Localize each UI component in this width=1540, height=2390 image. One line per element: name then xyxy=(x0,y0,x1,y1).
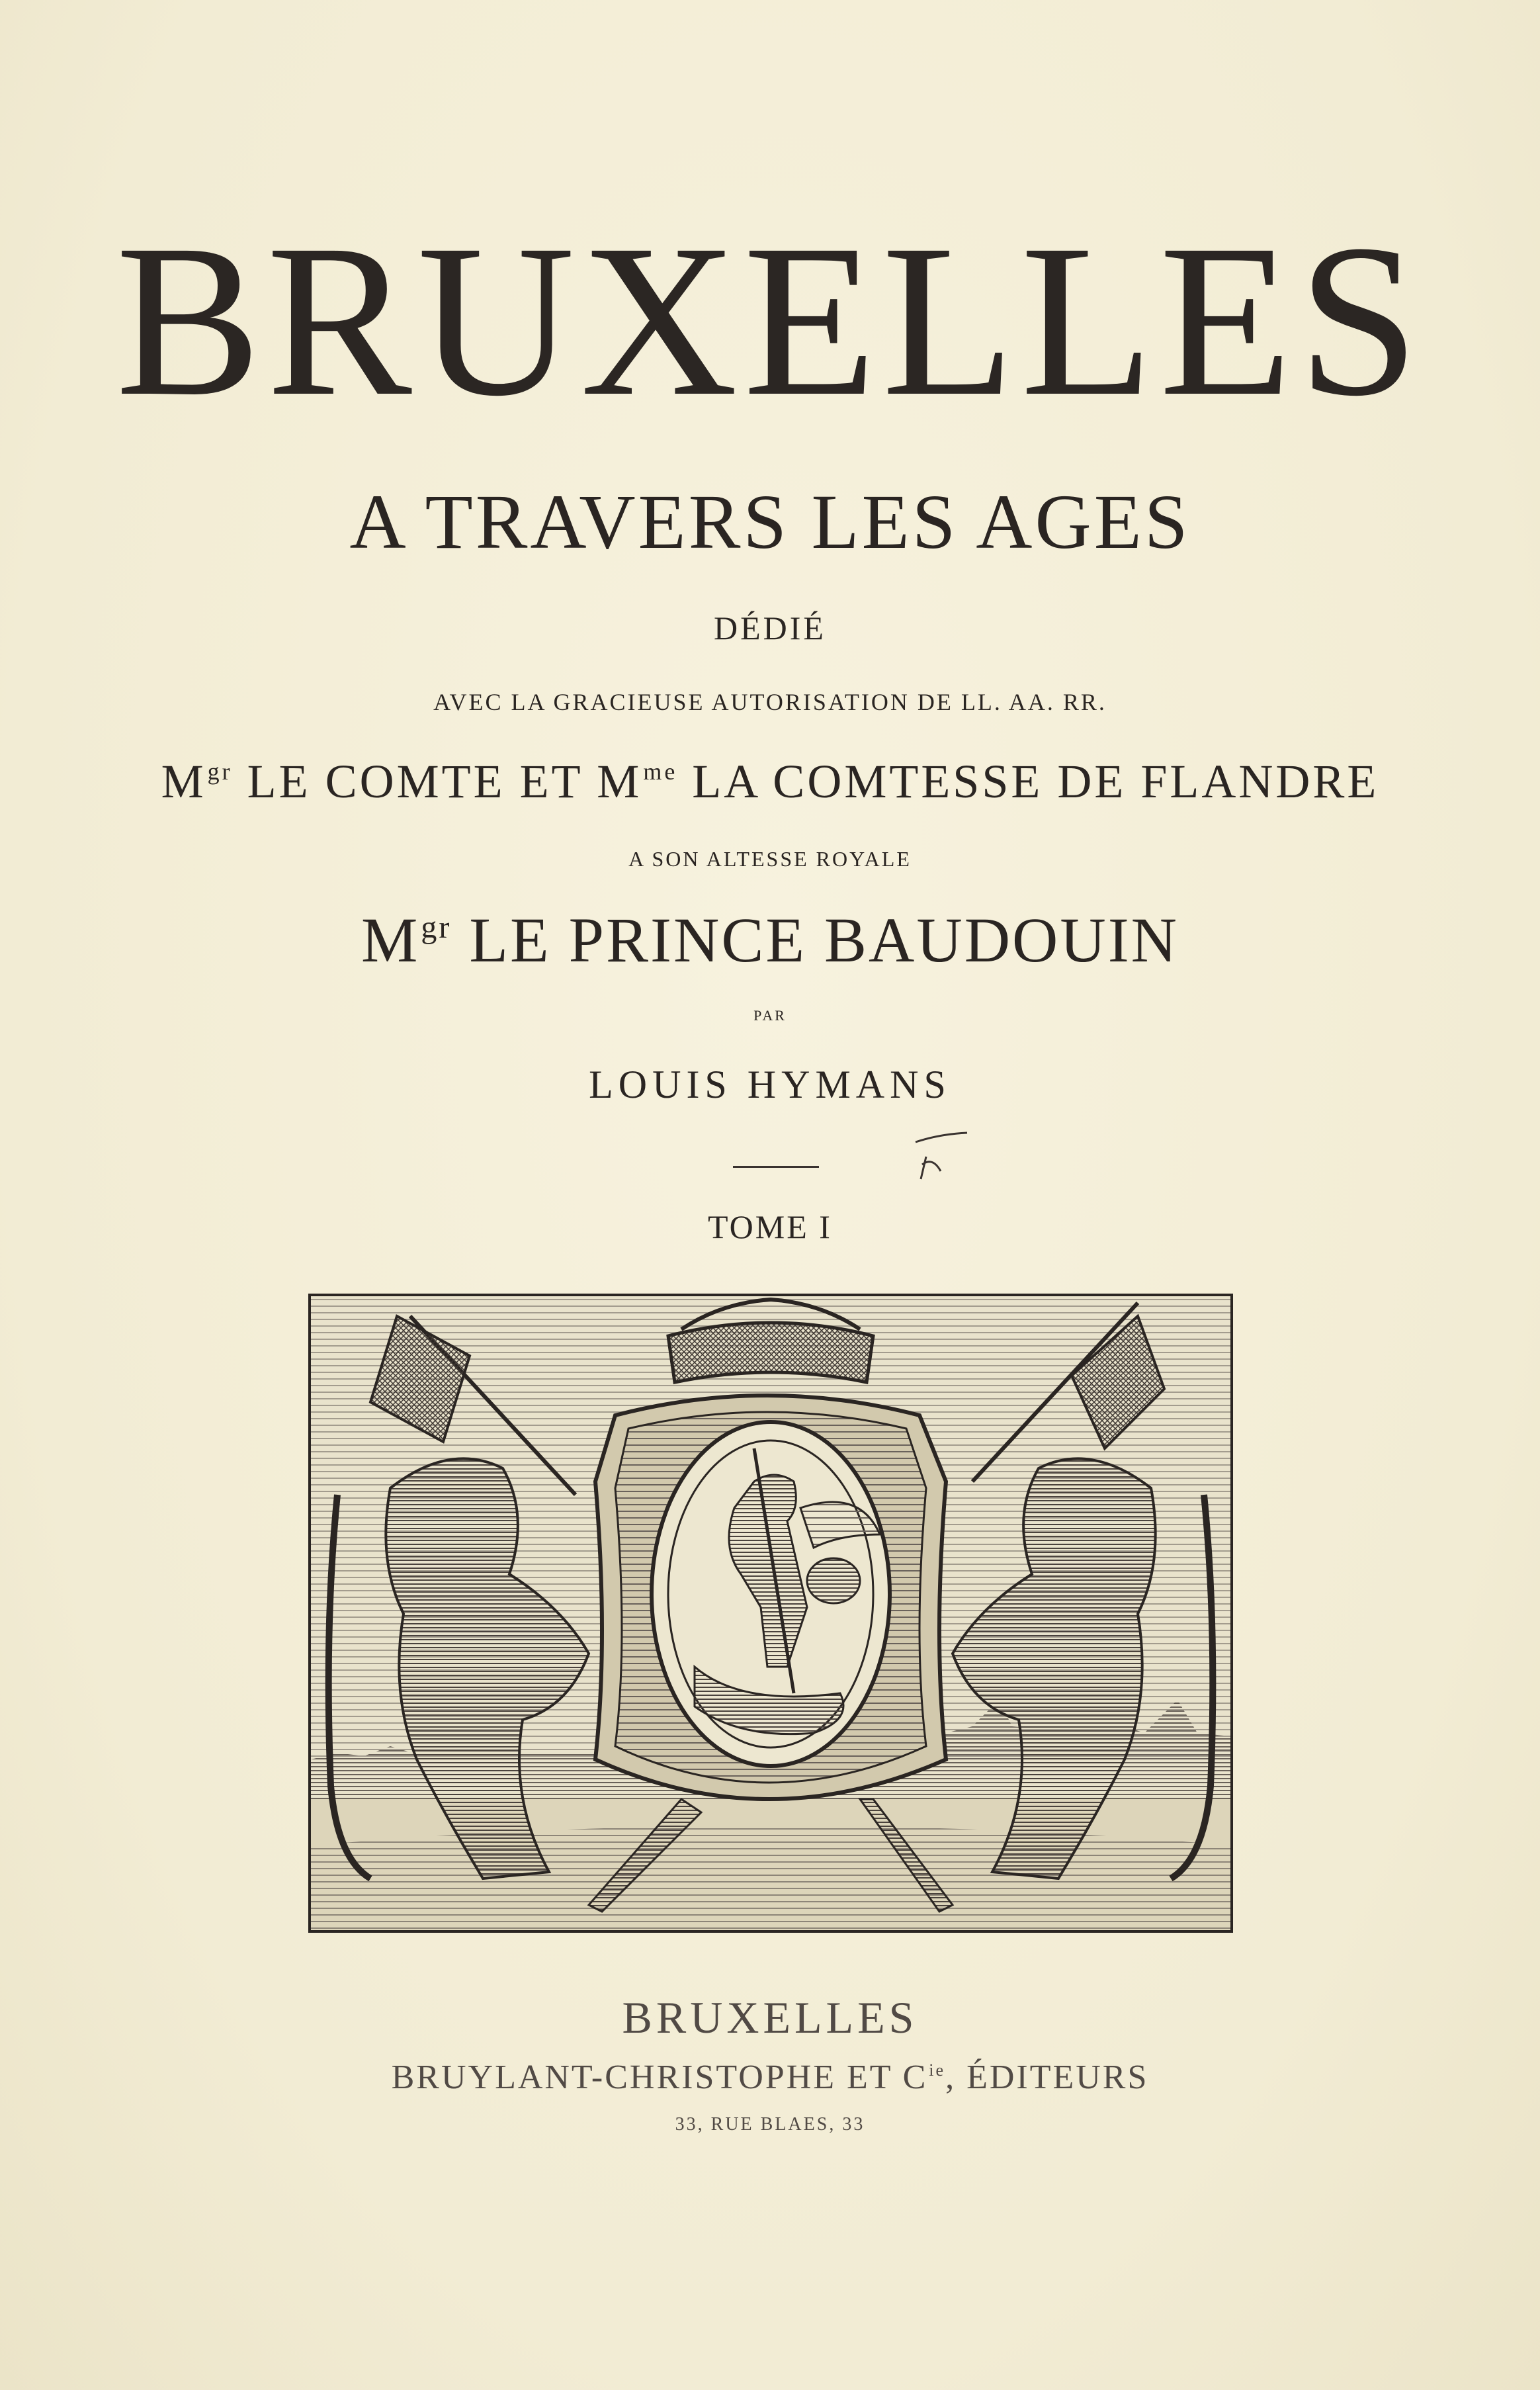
prince-rest: LE PRINCE BAUDOUIN xyxy=(451,905,1179,975)
volume-label: TOME I xyxy=(708,1208,832,1245)
publisher-city: BRUXELLES xyxy=(622,1992,918,2043)
comtesse-m-sup: me xyxy=(643,758,678,785)
comte-part2: LA COMTESSE DE FLANDRE xyxy=(677,755,1379,808)
dedication-heading: DÉDIÉ xyxy=(714,609,826,646)
dedication-authorization: AVEC LA GRACIEUSE AUTORISATION DE LL. AA. RR. xyxy=(433,689,1107,715)
prince-m-sup: gr xyxy=(421,910,452,945)
publisher-name-before: BRUYLANT-CHRISTOPHE ET C xyxy=(391,2058,928,2096)
by-label: PAR xyxy=(753,1007,787,1024)
publisher-name xyxy=(0,2058,1540,2097)
pencil-mark xyxy=(906,1125,986,1191)
author-name: LOUIS HYMANS xyxy=(589,1063,951,1106)
divider-rule xyxy=(733,1166,819,1168)
book-subtitle: A TRAVERS LES AGES xyxy=(349,478,1191,565)
coat-of-arms-engraving xyxy=(308,1294,1233,1933)
comte-m: M xyxy=(161,755,206,808)
comte-part1: LE COMTE ET M xyxy=(232,755,642,808)
book-title: BRUXELLES xyxy=(115,200,1425,441)
comte-m-sup: gr xyxy=(207,758,233,785)
dedication-comte xyxy=(0,754,1540,809)
publisher-name-after: , ÉDITEURS xyxy=(945,2058,1149,2096)
dedication-prince xyxy=(0,903,1540,977)
publisher-address: 33, RUE BLAES, 33 xyxy=(675,2114,865,2135)
prince-m: M xyxy=(361,905,420,975)
dedication-altesse: A SON ALTESSE ROYALE xyxy=(628,847,912,871)
publisher-name-sup: ie xyxy=(929,2060,946,2080)
